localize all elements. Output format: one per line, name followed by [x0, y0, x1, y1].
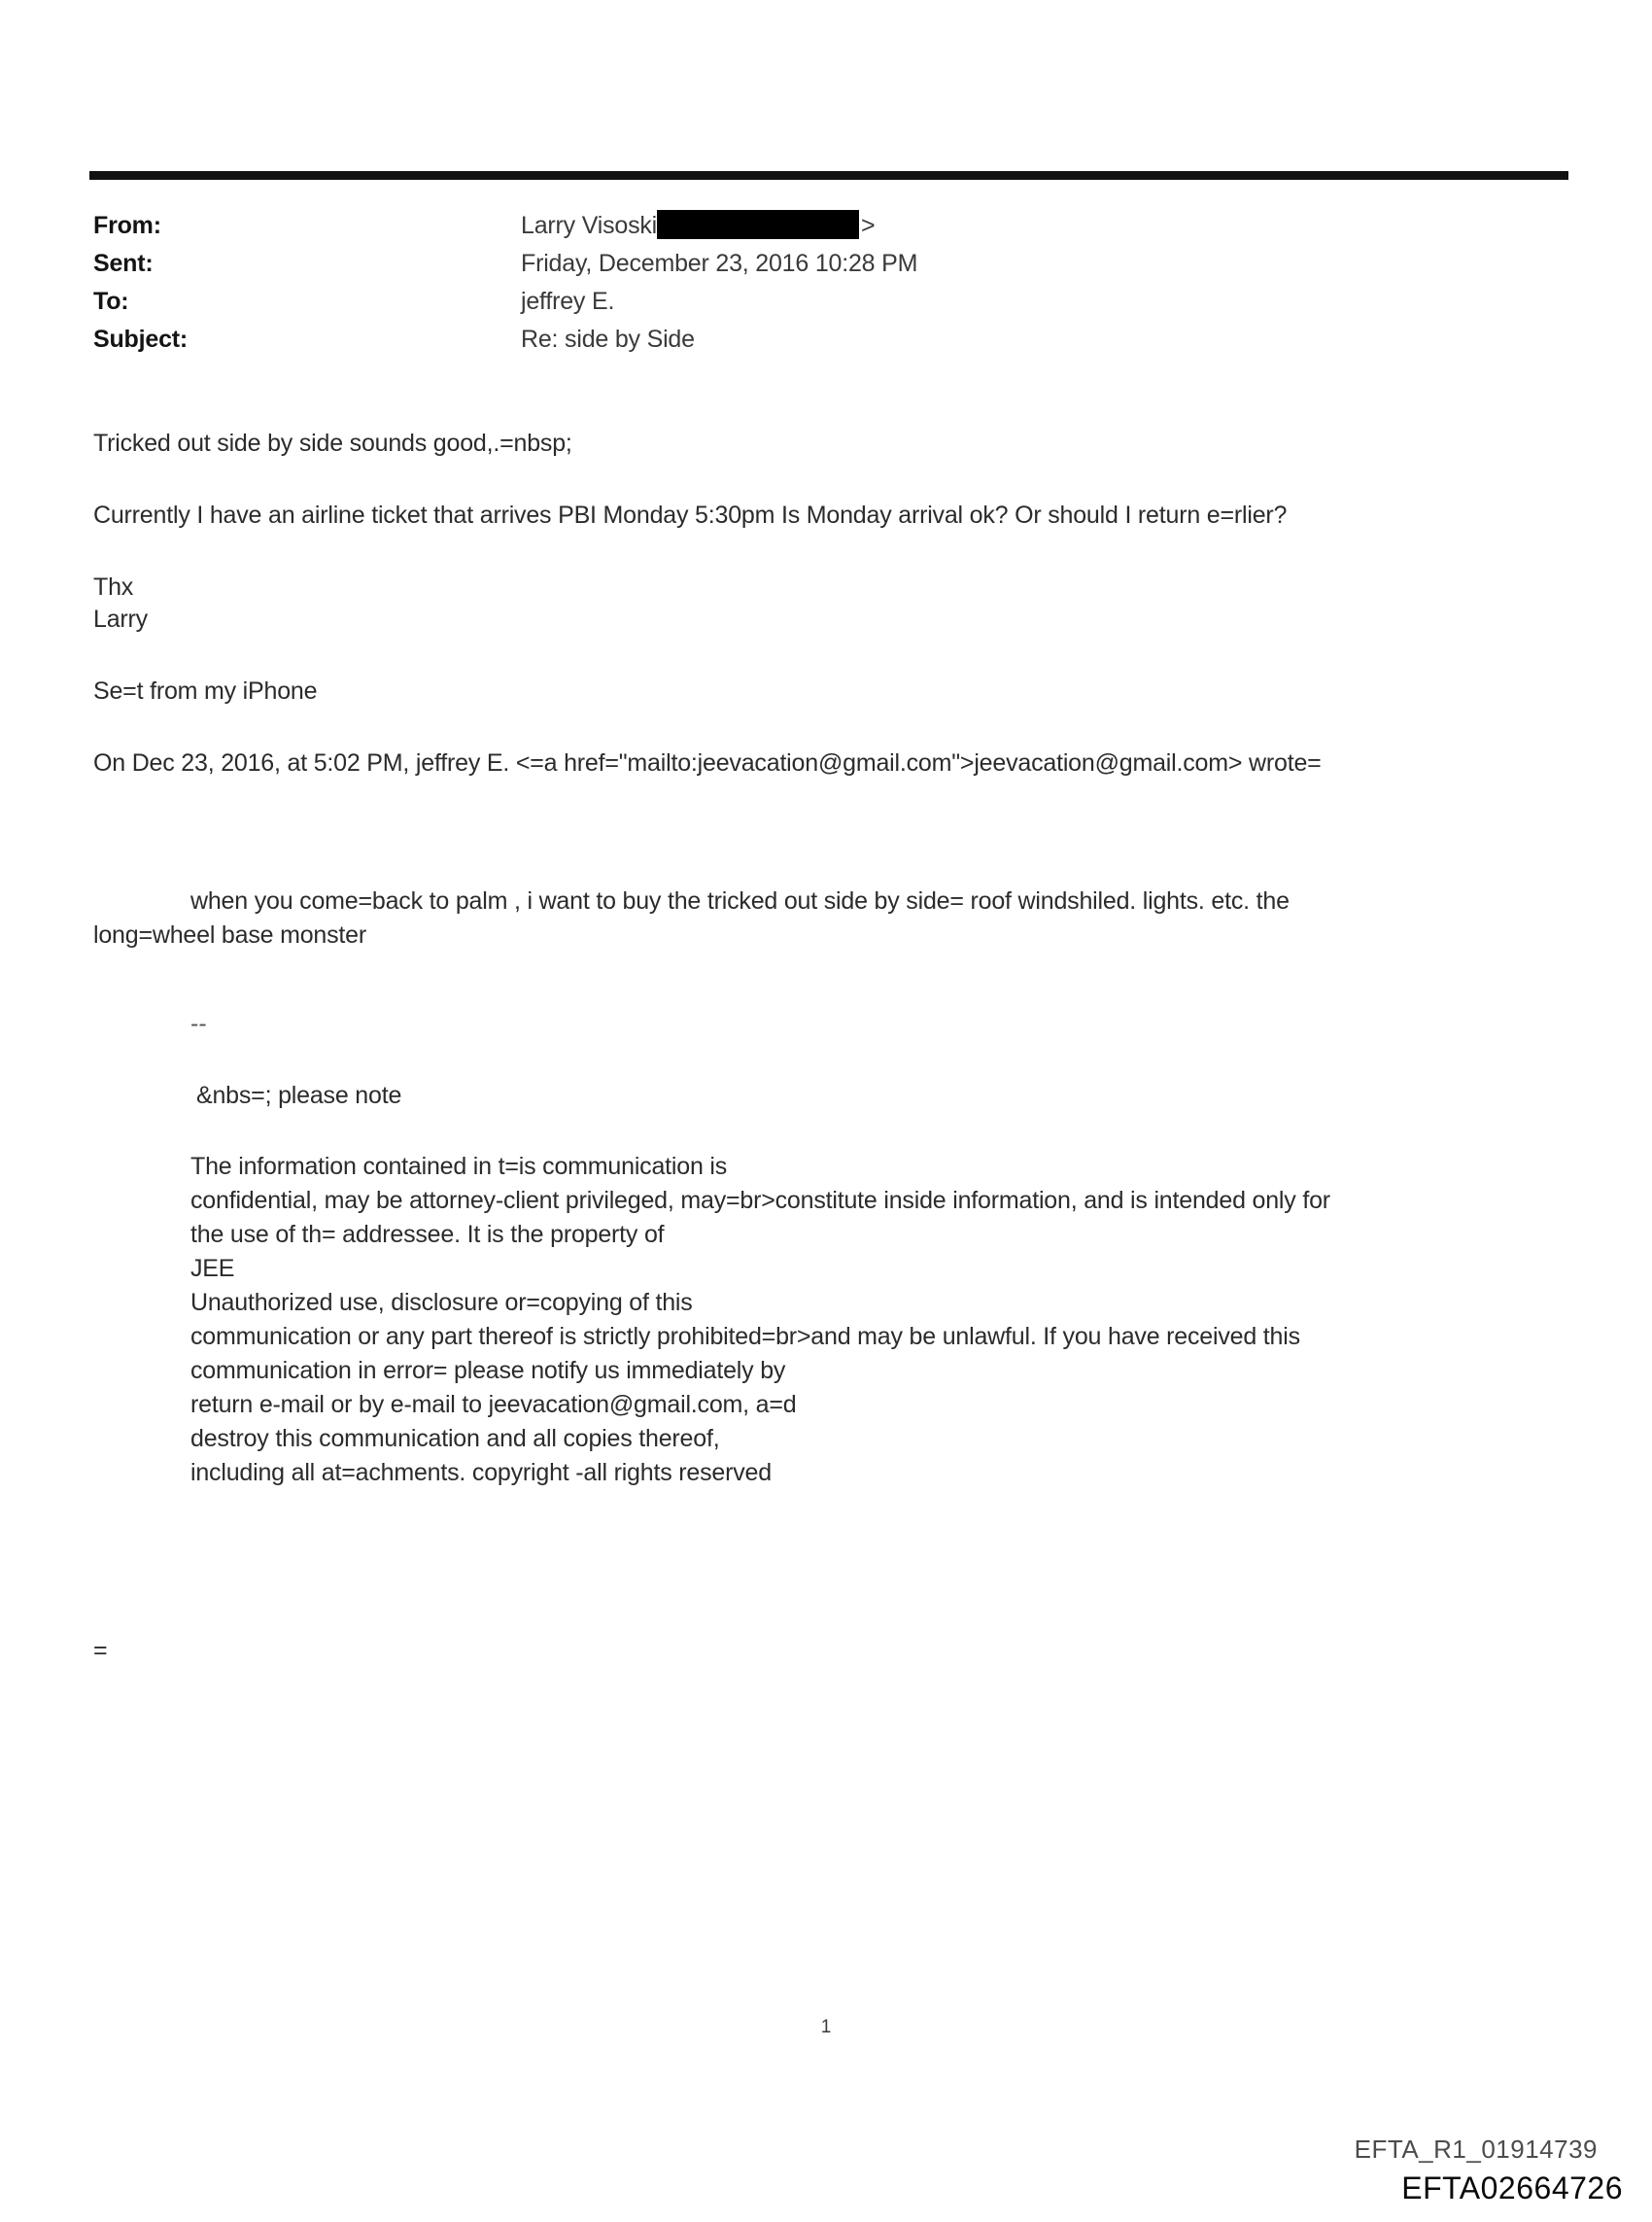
disclaimer-line: Unauthorized use, disclosure or=copying of this [190, 1289, 693, 1316]
body-paragraph-1: Tricked out side by side sounds good,.=nbsp; [93, 430, 572, 457]
disclaimer-line: The information contained in t=is communication is [190, 1153, 728, 1180]
header-row-to [93, 286, 1454, 324]
disclaimer-line: destroy this communication and all copies thereof, [190, 1425, 720, 1452]
sent-from-device: Se=t from my iPhone [93, 677, 318, 705]
quote-header-line: On Dec 23, 2016, at 5:02 PM, jeffrey E. <=a href="mailto:jeevacation@gmail.com">jeevacation@gmail.com> wrote= [93, 749, 1322, 777]
bates-number-upper: EFTA_R1_01914739 [1354, 2135, 1598, 2164]
quoted-message [93, 885, 1551, 1490]
header-row-sent [93, 248, 1454, 286]
from-name-text: Larry Visoski [521, 212, 658, 239]
quoted-line-2: long=wheel base monster [93, 921, 366, 949]
subject-label: Subject: [93, 326, 189, 353]
body-paragraph-2: Currently I have an airline ticket that arrives PBI Monday 5:30pm Is Monday arrival ok? Or should I return e=rlier? [93, 502, 1288, 529]
bates-number-lower: EFTA02664726 [1401, 2170, 1623, 2205]
from-label: From: [93, 212, 161, 239]
from-tail-text: > [861, 212, 876, 239]
sent-label: Sent: [93, 250, 154, 277]
redaction-bar [657, 210, 859, 239]
page-number: 1 [820, 2017, 832, 2037]
signoff-name: Larry [93, 606, 148, 633]
email-header [93, 210, 1454, 362]
trailing-equals-marker: = [93, 1637, 108, 1664]
header-rule [89, 171, 1568, 180]
disclaimer-line: communication in error= please notify us immediately by [190, 1357, 786, 1384]
disclaimer-line: including all at=achments. copyright -all rights reserved [190, 1459, 772, 1486]
disclaimer-line: confidential, may be attorney-client privileged, may=br>constitute inside information, and is intended only for [190, 1187, 1330, 1214]
to-label: To: [93, 288, 129, 315]
from-value [521, 210, 1454, 242]
confidentiality-disclaimer [93, 1150, 1551, 1490]
disclaimer-line: JEE [190, 1255, 235, 1282]
quoted-line-1: when you come=back to palm , i want to buy the tricked out side by side= roof windshiled. lights. etc. the [190, 887, 1290, 915]
signoff-thanks: Thx [93, 573, 134, 601]
header-row-from [93, 210, 1454, 248]
please-note-line: &nbs=; please note [196, 1082, 402, 1109]
header-row-subject [93, 324, 1454, 362]
sent-value: Friday, December 23, 2016 10:28 PM [521, 250, 918, 277]
disclaimer-line: return e-mail or by e-mail to jeevacation@gmail.com, a=d [190, 1391, 797, 1418]
subject-value: Re: side by Side [521, 326, 695, 353]
to-value: jeffrey E. [521, 288, 615, 315]
email-body [93, 428, 1551, 819]
disclaimer-line: the use of th= addressee. It is the property of [190, 1221, 665, 1248]
disclaimer-line: communication or any part thereof is strictly prohibited=br>and may be unlawful. If you have received this [190, 1323, 1300, 1350]
signature-separator: -- [190, 1010, 207, 1037]
